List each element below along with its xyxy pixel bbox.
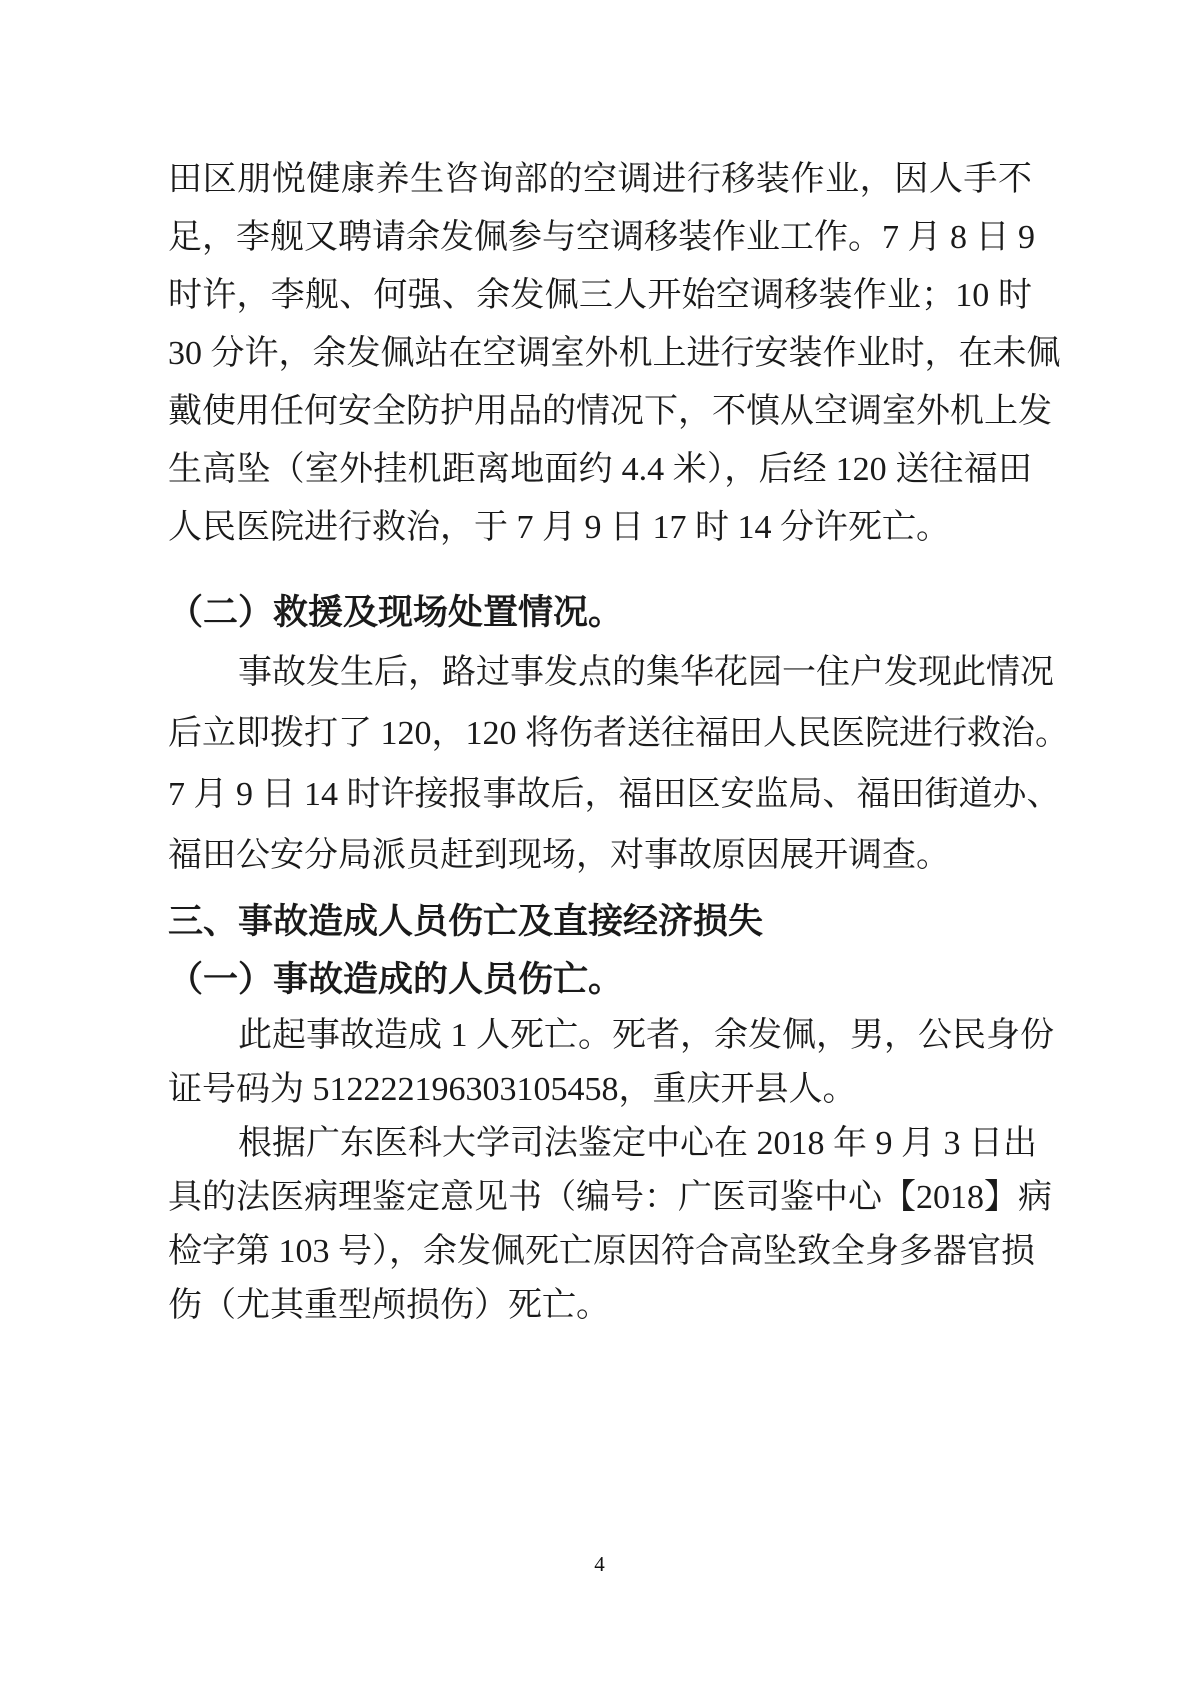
text-line: 此起事故造成 1 人死亡。死者，余发佩，男，公民身份 bbox=[238, 1017, 1054, 1054]
heading-text-line: （一）事故造成的人员伤亡。 bbox=[168, 960, 624, 1000]
text-line: 伤（尤其重型颅损伤）死亡。 bbox=[168, 1287, 610, 1324]
text-line: 具的法医病理鉴定意见书（编号：广医司鉴中心【2018】病 bbox=[168, 1179, 1052, 1216]
section-heading-level-1 bbox=[168, 893, 1032, 951]
text-line: 30 分许，余发佩站在空调室外机上进行安装作业时，在未佩 bbox=[168, 335, 1061, 372]
heading-text-line: （二）救援及现场处置情况。 bbox=[168, 593, 624, 633]
page-number: 4 bbox=[594, 1552, 605, 1576]
text-line: 根据广东医科大学司法鉴定中心在 2018 年 9 月 3 日出 bbox=[238, 1125, 1037, 1162]
text-line: 足，李舰又聘请余发佩参与空调移装作业工作。7 月 8 日 9 bbox=[168, 219, 1035, 256]
body-paragraph bbox=[168, 151, 1061, 557]
body-paragraph bbox=[168, 1117, 1052, 1333]
text-line: 7 月 9 日 14 时许接报事故后，福田区安监局、福田街道办、 bbox=[168, 776, 1061, 813]
text-line: 福田公安分局派员赶到现场，对事故原因展开调查。 bbox=[168, 837, 950, 874]
text-line: 事故发生后，路过事发点的集华花园一住户发现此情况 bbox=[238, 654, 1054, 691]
section-heading-level-2 bbox=[168, 584, 1032, 642]
section-heading-level-2 bbox=[168, 951, 1032, 1009]
body-paragraph bbox=[168, 642, 1069, 886]
document-body bbox=[168, 151, 1069, 1333]
text-line: 时许，李舰、何强、余发佩三人开始空调移装作业；10 时 bbox=[168, 277, 1032, 314]
text-line: 检字第 103 号），余发佩死亡原因符合高坠致全身多器官损 bbox=[168, 1233, 1035, 1270]
text-line: 戴使用任何安全防护用品的情况下，不慎从空调室外机上发 bbox=[168, 393, 1052, 430]
heading-text-line: 三、事故造成人员伤亡及直接经济损失 bbox=[168, 902, 764, 942]
text-line: 生高坠（室外挂机距离地面约 4.4 米），后经 120 送往福田 bbox=[168, 451, 1032, 488]
text-line: 田区朋悦健康养生咨询部的空调进行移装作业，因人手不 bbox=[168, 161, 1032, 198]
text-line: 人民医院进行救治，于 7 月 9 日 17 时 14 分许死亡。 bbox=[168, 509, 950, 546]
text-line: 后立即拨打了 120，120 将伤者送往福田人民医院进行救治。 bbox=[168, 715, 1069, 752]
text-line: 证号码为 512222196303105458，重庆开县人。 bbox=[168, 1071, 857, 1108]
body-paragraph bbox=[168, 1009, 1054, 1117]
